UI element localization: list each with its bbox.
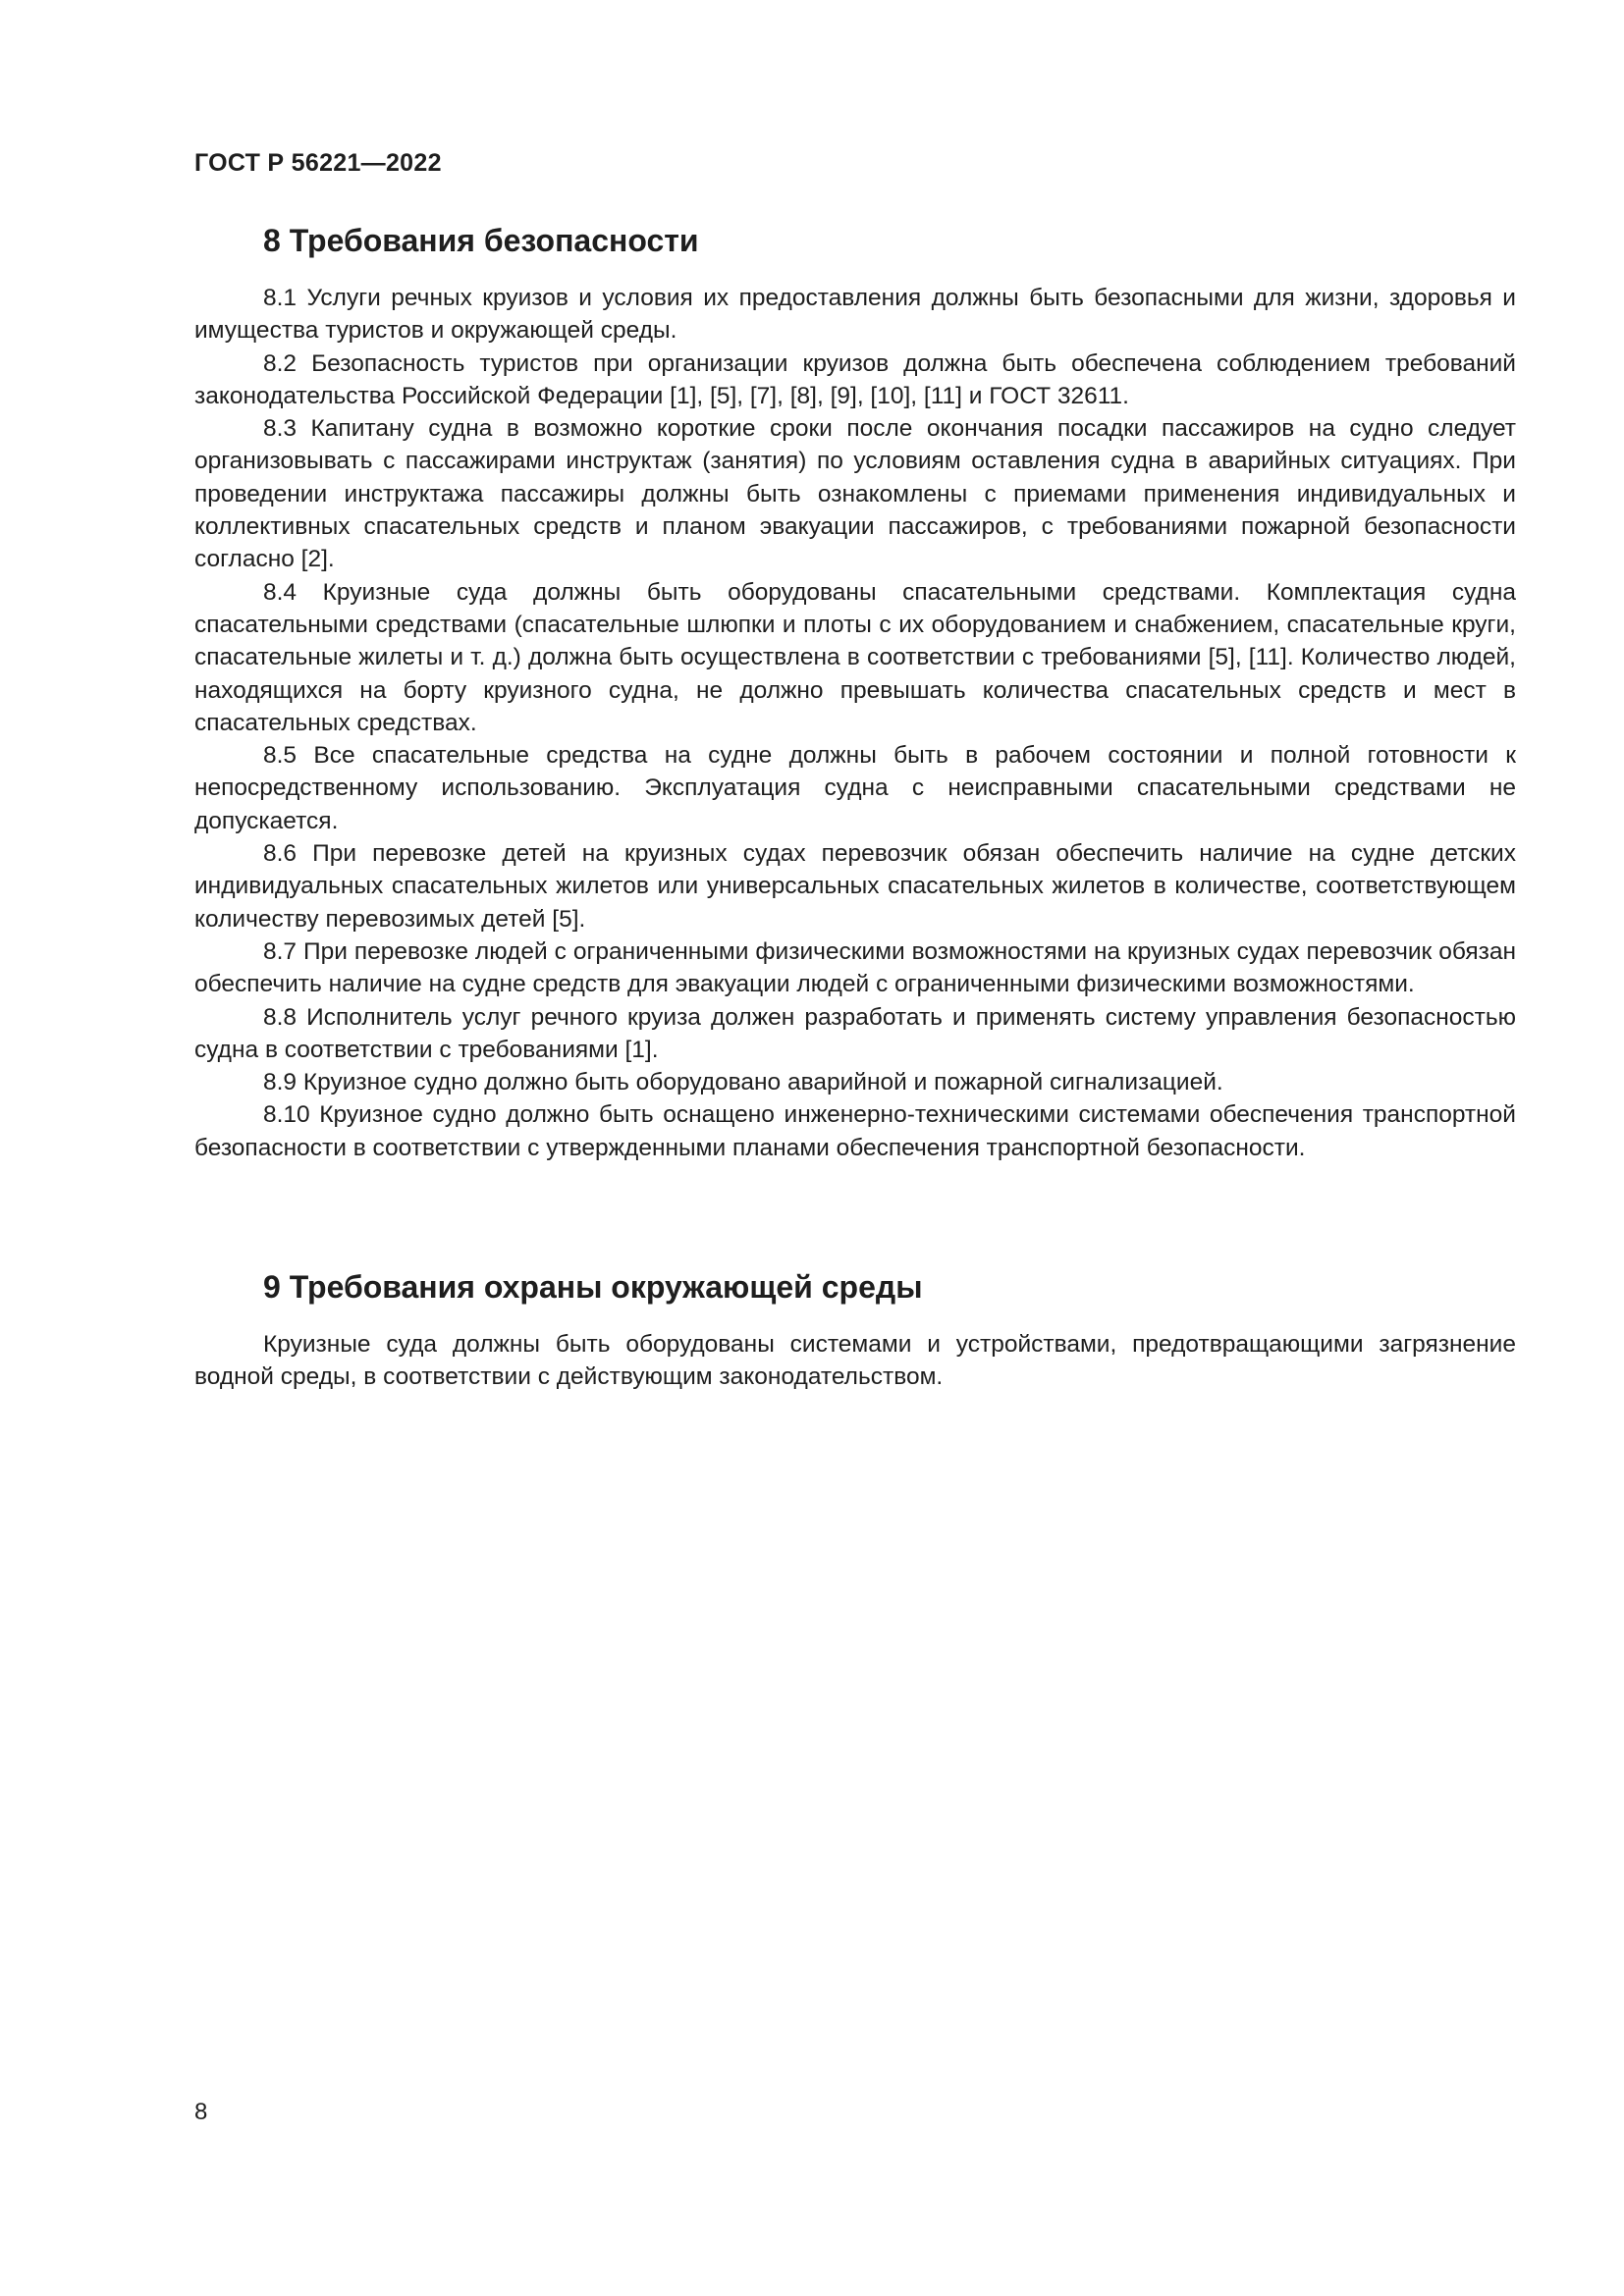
paragraph-8-10: 8.10 Круизное судно должно быть оснащено инженерно-техническими системами обеспечения транспортной безопасности в соответствии с утвержденными планами обеспечения транспортной безопасности. <box>194 1101 1516 1161</box>
section-9 <box>194 1267 1516 1394</box>
page-number: 8 <box>194 2099 208 2125</box>
section-9-title: 9 Требования охраны окружающей среды <box>263 1269 923 1305</box>
paragraph-8-1: 8.1 Услуги речных круизов и условия их предоставления должны быть безопасными для жизни, здоровья и имущества туристов и окружающей среды. <box>194 285 1516 345</box>
section-8-body <box>194 282 1516 1164</box>
document-header: ГОСТ Р 56221—2022 <box>194 149 442 177</box>
paragraph-8-7: 8.7 При перевозке людей с ограниченными физическими возможностями на круизных судах перевозчик обязан обеспечить наличие на судне средств для эвакуации людей с ограниченными физическими возможностями. <box>194 937 1516 998</box>
paragraph-8-8: 8.8 Исполнитель услуг речного круиза должен разработать и применять систему управления безопасностью судна в соответствии с требованиями [1]. <box>194 1003 1516 1063</box>
paragraph-8-3: 8.3 Капитану судна в возможно короткие сроки после окончания посадки пассажиров на судно следует организовывать с пассажирами инструктаж (занятия) по условиям оставления судна в аварийных ситуациях. При проведении инструктажа пассажиры должны быть ознакомлены с приемами применения индивидуальных и коллективных спасательных средств и планом эвакуации пассажиров, с требованиями пожарной безопасности согласно [2]. <box>194 415 1516 573</box>
section-9-body <box>194 1328 1516 1394</box>
paragraph-8-9: 8.9 Круизное судно должно быть оборудовано аварийной и пожарной сигнализацией. <box>263 1069 1223 1096</box>
section-8-title: 8 Требования безопасности <box>263 223 699 258</box>
section-8 <box>194 221 1516 1164</box>
paragraph-8-4: 8.4 Круизные суда должны быть оборудованы спасательными средствами. Комплектация судна спасательными средствами (спасательные шлюпки и плоты с их оборудованием и снабжением, спасательные круги, спасательные жилеты и т. д.) должна быть осуществлена в соответствии с требованиями [5], [11]. Количество людей, находящихся на борту круизного судна, не должно превышать количества спасательных средств и мест в спасательных средствах. <box>194 578 1516 736</box>
paragraph-8-6: 8.6 При перевозке детей на круизных судах перевозчик обязан обеспечить наличие на судне детских индивидуальных спасательных жилетов или универсальных спасательных жилетов в количестве, соответствующем количеству перевозимых детей [5]. <box>194 840 1516 933</box>
paragraph-9-1: Круизные суда должны быть оборудованы системами и устройствами, предотвращающими загрязнение водной среды, в соответствии с действующим законодательством. <box>194 1331 1516 1391</box>
paragraph-8-5: 8.5 Все спасательные средства на судне должны быть в рабочем состоянии и полной готовности к непосредственному использованию. Эксплуатация судна с неисправными спасательными средствами не допускается. <box>194 742 1516 834</box>
paragraph-8-2: 8.2 Безопасность туристов при организации круизов должна быть обеспечена соблюдением требований законодательства Российской Федерации [1], [5], [7], [8], [9], [10], [11] и ГОСТ 32611. <box>194 349 1516 409</box>
